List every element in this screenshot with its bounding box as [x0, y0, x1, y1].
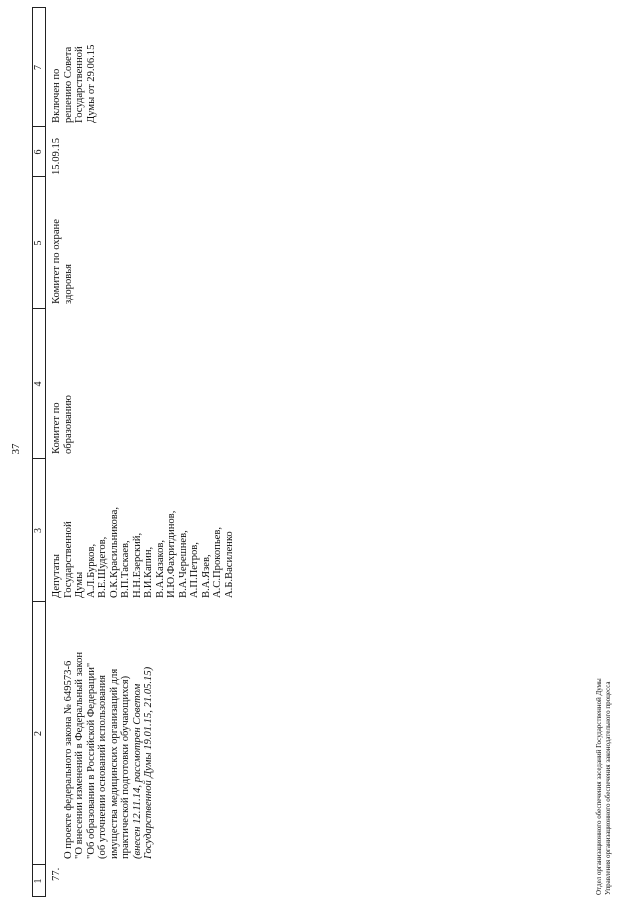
responsible-committee: Комитет по образованию — [51, 395, 74, 454]
column-header-5: 5 — [33, 240, 44, 246]
column-header-4: 4 — [33, 381, 44, 387]
column-header-6: 6 — [33, 149, 44, 155]
legislation-table — [32, 7, 302, 897]
row-number: 77. — [51, 867, 62, 881]
bill-title: О проекте федерального закона № 649573-6 "О внесении изменений в Федеральный закон "Об образовании в Российской Федерации" (об уточнении оснований использования имущества медицинских организаций для практической подготовки обучающихся) — [62, 651, 131, 859]
page-number: 37 — [10, 443, 22, 455]
column-header-7: 7 — [33, 65, 44, 70]
bill-history-note: (внесен 12.11.14, рассмотрен Советом Государственной Думы 19.01.15, 21.05.15) — [131, 666, 154, 859]
co-executor-committee: Комитет по охране здоровья — [51, 219, 74, 304]
column-header-2: 2 — [33, 731, 44, 736]
document-footer: Отдел организационного обеспечения заседаний Государственной Думы Управления организационного обеспечения законодательного процесса — [595, 678, 612, 895]
inclusion-note: Включен по решению Совета Государственной Думы от 29.06.15 — [51, 44, 97, 123]
review-date: 15.09.15 — [51, 137, 62, 175]
table-header-rule — [45, 7, 46, 897]
bill-initiators: Депутаты Государственной Думы А.Л.Бурков, В.Е.Шудегов, О.К.Красильникова, В.П.Таскаев, Н.Н.Езерский, В.И.Капин, В.А.Казаков, И.Ю.Фахритдинов, В.А.Черешнев, А.П.Петров, В.А.Язев, А.С.Прокопьев, А.Б.Василенко — [51, 506, 235, 598]
column-header-3: 3 — [33, 528, 44, 533]
bill-description — [51, 604, 155, 859]
column-header-1: 1 — [33, 878, 44, 884]
